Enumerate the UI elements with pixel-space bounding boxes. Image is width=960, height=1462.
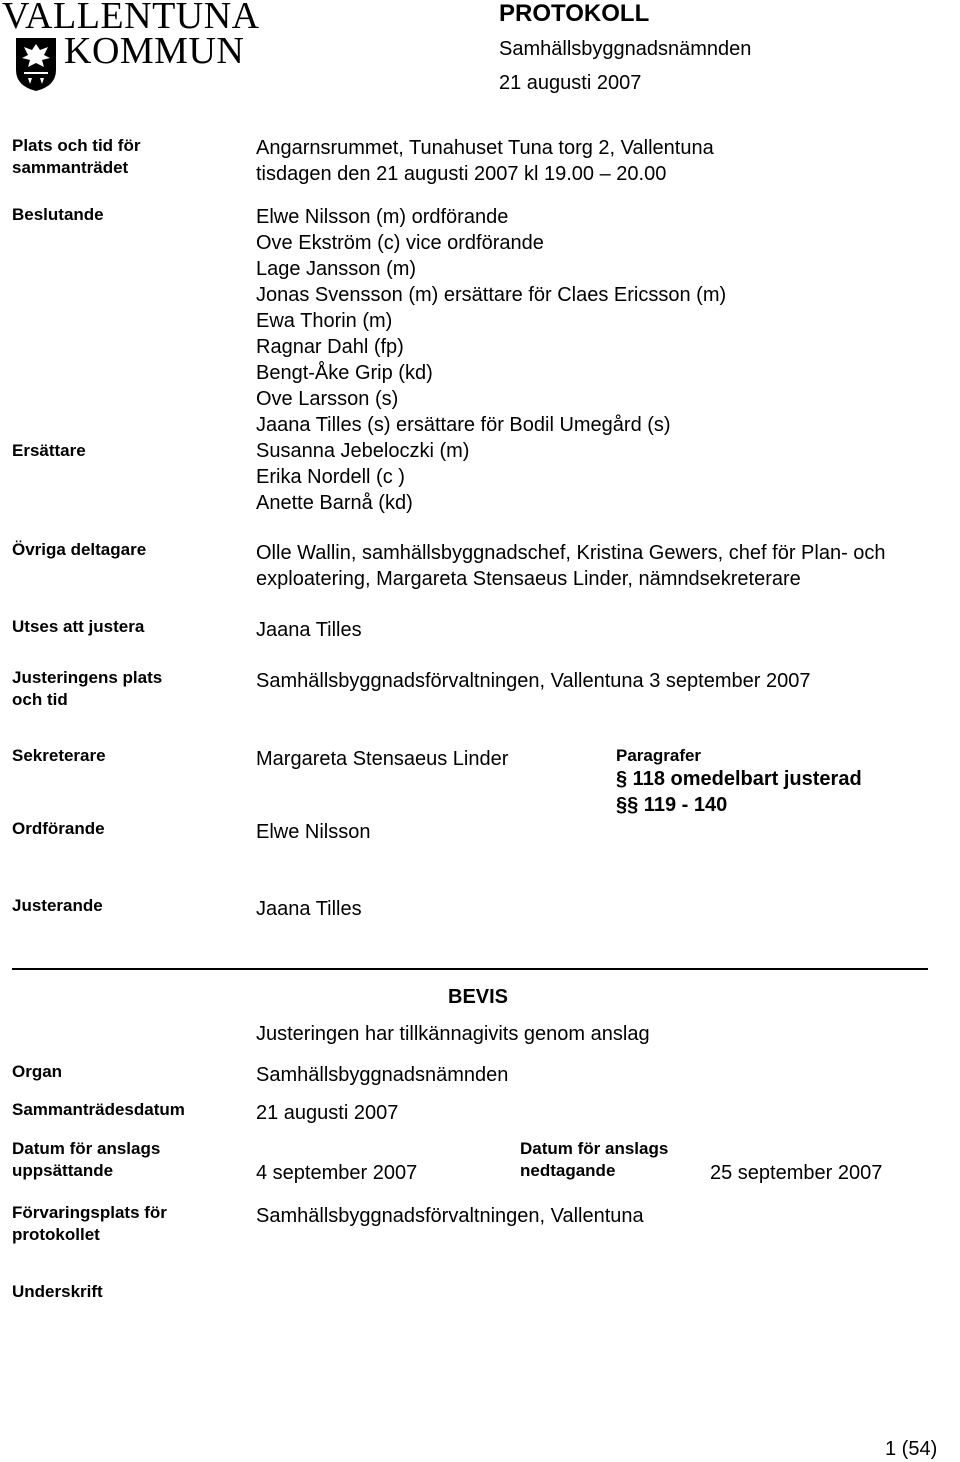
others-label: Övriga deltagare bbox=[12, 540, 147, 559]
secretary-label: Sekreterare bbox=[12, 746, 106, 765]
chair-value: Elwe Nilsson bbox=[256, 821, 371, 843]
substitutes-list bbox=[256, 438, 469, 516]
others-value: Olle Wallin, samhällsbyggnadschef, Kristina Gewers, chef för Plan- och exploatering, Margareta Stensaeus Linder, nämndsekreterare bbox=[256, 542, 886, 590]
list-item: Lage Jansson (m) bbox=[256, 258, 417, 280]
organ-label: Organ bbox=[12, 1062, 63, 1081]
storage-label: Förvaringsplats för protokollet bbox=[12, 1203, 167, 1244]
list-item: Jaana Tilles (s) ersättare för Bodil Umegård (s) bbox=[256, 414, 671, 436]
section-divider bbox=[12, 968, 928, 970]
list-item: Ove Larsson (s) bbox=[256, 388, 399, 410]
organ-value: Samhällsbyggnadsnämnden bbox=[256, 1064, 509, 1086]
list-item: Ewa Thorin (m) bbox=[256, 310, 393, 332]
certificate-statement: Justeringen har tillkännagivits genom anslag bbox=[256, 1023, 650, 1045]
list-item: Bengt-Åke Grip (kd) bbox=[256, 362, 433, 384]
secretary-value: Margareta Stensaeus Linder bbox=[256, 748, 509, 770]
paragraph-item: §§ 119 - 140 bbox=[616, 794, 728, 816]
list-item: Ove Ekström (c) vice ordförande bbox=[256, 232, 544, 254]
board-name: Samhällsbyggnadsnämnden bbox=[499, 38, 752, 60]
page-number: 1 (54) bbox=[885, 1438, 938, 1460]
logo-line-1: VALLENTUNA bbox=[2, 0, 260, 37]
coat-of-arms-icon bbox=[14, 36, 58, 97]
page-title: PROTOKOLL bbox=[499, 0, 650, 27]
adjusting-label: Justerande bbox=[12, 896, 103, 915]
list-item: Erika Nordell (c ) bbox=[256, 466, 405, 488]
place-value: Angarnsrummet, Tunahuset Tuna torg 2, Vallentuna tisdagen den 21 augusti 2007 kl 19.00 – 20.00 bbox=[256, 137, 714, 185]
header-date: 21 augusti 2007 bbox=[499, 72, 642, 94]
posted-label: Datum för anslags uppsättande bbox=[12, 1139, 161, 1180]
list-item: Elwe Nilsson (m) ordförande bbox=[256, 206, 509, 228]
posted-value: 4 september 2007 bbox=[256, 1162, 418, 1184]
place-label: Plats och tid för sammanträdet bbox=[12, 136, 141, 177]
list-item: Ragnar Dahl (fp) bbox=[256, 336, 404, 358]
substitutes-label: Ersättare bbox=[12, 441, 86, 460]
adjuster-value: Jaana Tilles bbox=[256, 619, 362, 641]
meeting-date-label: Sammanträdesdatum bbox=[12, 1100, 185, 1119]
chair-label: Ordförande bbox=[12, 819, 105, 838]
decision-label: Beslutande bbox=[12, 205, 104, 224]
adjusting-value: Jaana Tilles bbox=[256, 898, 362, 920]
list-item: Susanna Jebeloczki (m) bbox=[256, 440, 470, 462]
storage-value: Samhällsbyggnadsförvaltningen, Vallentuna bbox=[256, 1205, 644, 1227]
adjust-place-value: Samhällsbyggnadsförvaltningen, Vallentuna 3 september 2007 bbox=[256, 670, 811, 692]
paragraphs-label: Paragrafer bbox=[616, 746, 702, 765]
logo-line-2: KOMMUN bbox=[64, 30, 245, 72]
decision-members bbox=[256, 204, 726, 438]
adjuster-label: Utses att justera bbox=[12, 617, 145, 636]
paragraphs-list bbox=[616, 766, 862, 818]
list-item: Anette Barnå (kd) bbox=[256, 492, 413, 514]
paragraph-item: § 118 omedelbart justerad bbox=[616, 768, 862, 790]
certificate-title: BEVIS bbox=[448, 986, 509, 1008]
adjust-place-label: Justeringens plats och tid bbox=[12, 668, 163, 709]
signature-label: Underskrift bbox=[12, 1282, 103, 1301]
list-item: Jonas Svensson (m) ersättare för Claes Ericsson (m) bbox=[256, 284, 727, 306]
removed-label: Datum för anslags nedtagande bbox=[520, 1139, 669, 1180]
meeting-date-value: 21 augusti 2007 bbox=[256, 1102, 399, 1124]
removed-value: 25 september 2007 bbox=[710, 1162, 883, 1184]
